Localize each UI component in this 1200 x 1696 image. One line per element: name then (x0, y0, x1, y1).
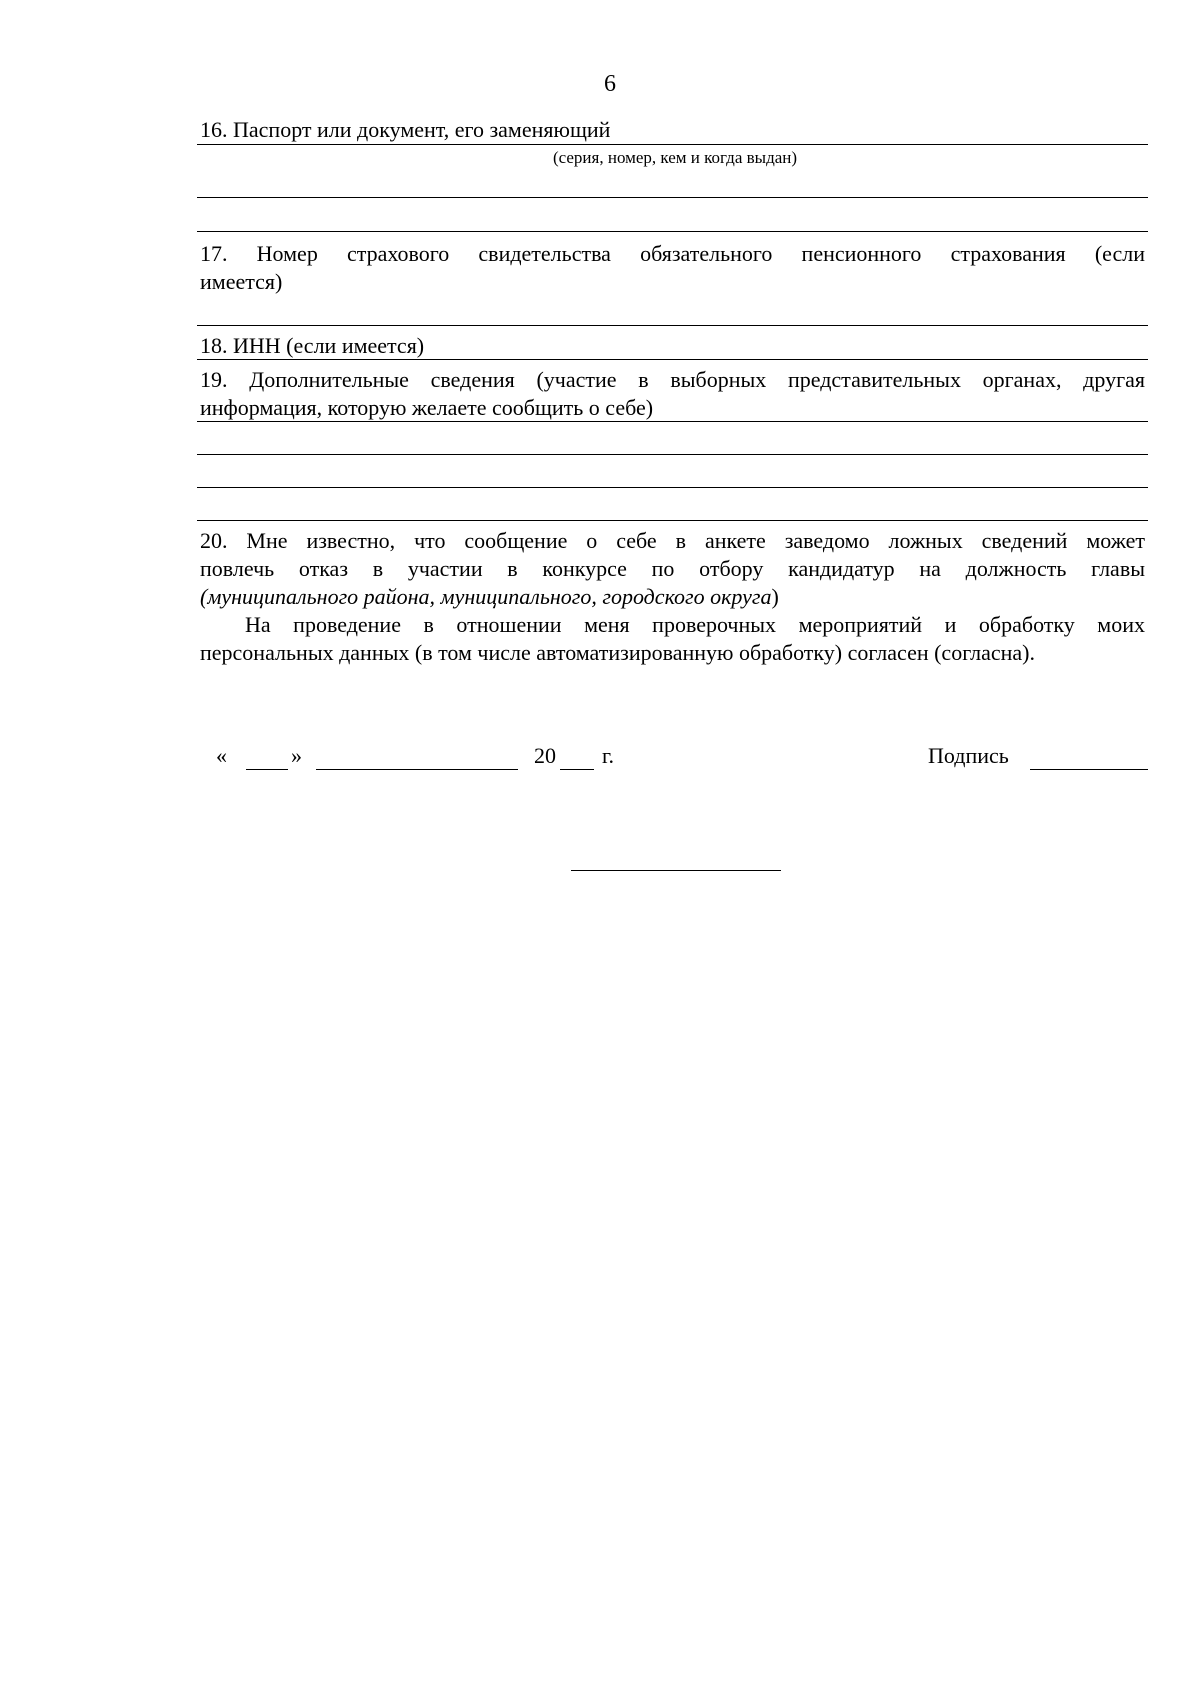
signature-blank (1030, 769, 1148, 770)
page-number: 6 (604, 71, 616, 97)
item-19-rule-4 (197, 520, 1148, 521)
item-18-label: 18. ИНН (если имеется) (200, 333, 425, 358)
item-17-rule (197, 325, 1148, 326)
item-16-caption: (серия, номер, кем и когда выдан) (552, 148, 798, 167)
item-20-line-2: повлечь отказ в участии в конкурсе по отбору кандидатур на должность главы (200, 556, 1145, 581)
date-open-quote: « (216, 743, 227, 768)
date-year-blank (560, 769, 594, 770)
item-19-rule-2 (197, 454, 1148, 455)
item-16-rule-3 (197, 231, 1148, 232)
item-20-line-1: 20. Мне известно, что сообщение о себе в анкете заведомо ложных сведений может (200, 528, 1145, 553)
item-20-consent-line-2: персональных данных (в том числе автоматизированную обработку) согласен (согласна). (200, 640, 1035, 665)
closing-separator (571, 870, 781, 871)
date-year-suffix: г. (602, 743, 615, 768)
item-17-line-1: 17. Номер страхового свидетельства обязательного пенсионного страхования (если (200, 241, 1145, 266)
item-20-close-paren: ) (771, 584, 779, 609)
item-19-rule-3 (197, 487, 1148, 488)
date-close-quote: » (291, 743, 302, 768)
item-17-line-2: имеется) (200, 269, 283, 294)
item-19-line-2: информация, которую желаете сообщить о себе) (200, 395, 654, 420)
item-20-consent-line-1: На проведение в отношении меня проверочных мероприятий и обработку моих (245, 612, 1145, 637)
item-18-rule (197, 359, 1148, 360)
item-16-rule-2 (197, 197, 1148, 198)
date-month-blank (316, 769, 518, 770)
item-19-rule-1 (197, 421, 1148, 422)
item-19-line-1: 19. Дополнительные сведения (участие в выборных представительных органах, другая (200, 367, 1145, 392)
date-day-blank (246, 769, 288, 770)
item-20-line-3 (200, 583, 779, 611)
signature-label: Подпись (928, 743, 1009, 768)
item-16-rule (197, 144, 1148, 145)
item-20-municipality-italic: (муниципального района, муниципального, городского округа (200, 584, 772, 609)
item-16-label: 16. Паспорт или документ, его заменяющий (200, 117, 611, 142)
date-year-prefix: 20 (534, 743, 556, 768)
